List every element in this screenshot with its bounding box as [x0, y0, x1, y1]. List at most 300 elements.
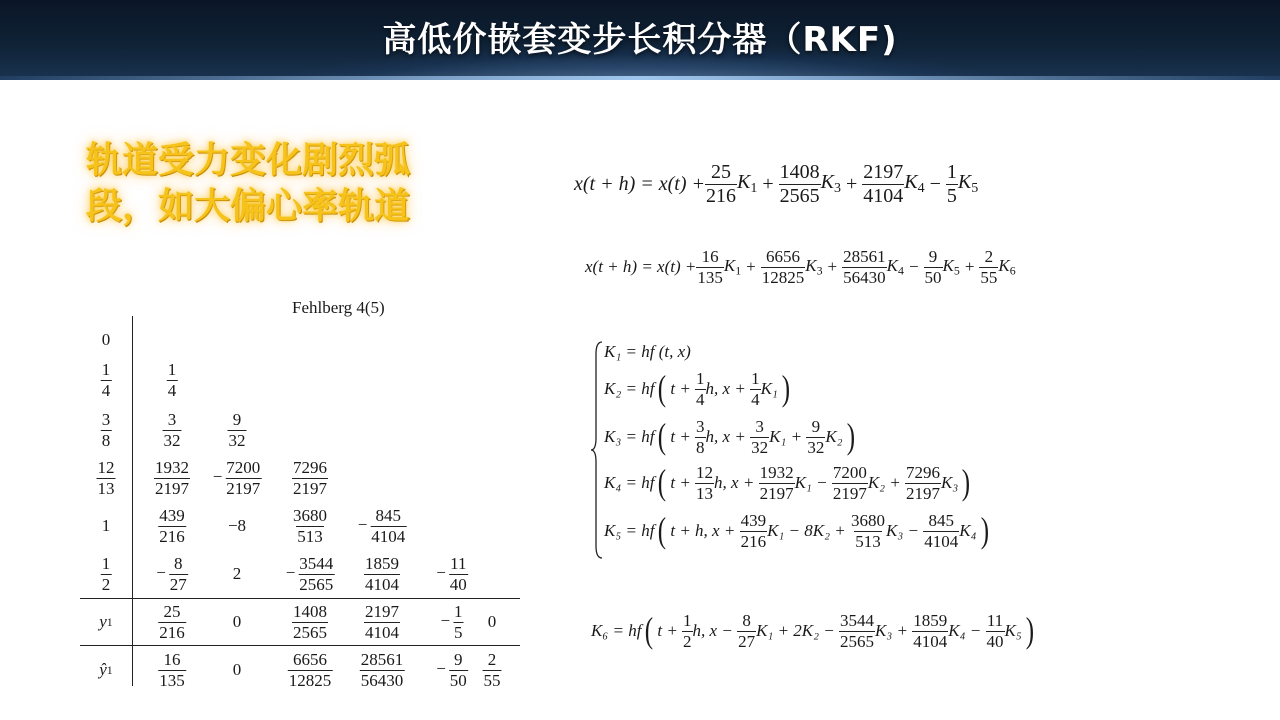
denominator: 32: [228, 430, 246, 450]
tableau-a-2-1: [228, 406, 247, 454]
tableau-entry: [213, 459, 262, 498]
fraction: [695, 370, 706, 409]
fraction: [364, 603, 400, 642]
numerator: 11: [450, 553, 467, 573]
k-term: [904, 171, 924, 197]
paren: (: [645, 610, 654, 651]
yhat-weight-3: [360, 646, 405, 694]
numerator: 7296: [293, 457, 327, 477]
math-text: h, x −: [692, 621, 738, 641]
k-symbol: K: [998, 256, 1010, 276]
k-subscript: 1: [735, 263, 742, 278]
tableau-entry: [286, 555, 335, 594]
fraction: [806, 418, 825, 457]
tableau-a-3-1: [213, 454, 262, 502]
fraction: [292, 507, 328, 546]
fraction: [740, 512, 768, 551]
tableau-entry: [158, 507, 186, 546]
y1-weight-1: [233, 598, 242, 646]
operator: +: [964, 257, 975, 277]
numerator: 28561: [843, 247, 886, 266]
denominator: 4104: [365, 622, 399, 642]
yhat-weight-4: [436, 646, 468, 694]
math-text: K₁ = hf (t, x): [604, 342, 691, 361]
denominator: 56430: [843, 267, 886, 287]
denominator: 56430: [360, 670, 404, 690]
minus-sign: −: [285, 562, 296, 582]
fraction: [225, 459, 261, 498]
fraction: [483, 651, 502, 690]
header-glow: [0, 76, 1280, 80]
paren: (: [658, 416, 667, 457]
paren: ): [980, 510, 989, 551]
tableau-entry: [292, 459, 328, 498]
left-brace-icon: [590, 340, 604, 560]
denominator: 2565: [293, 622, 327, 642]
numerator: 1932: [155, 457, 189, 477]
fraction: [228, 411, 247, 450]
numerator: 7296: [906, 463, 941, 482]
fraction: [924, 248, 943, 287]
numerator: 11: [986, 611, 1004, 630]
fraction: [158, 651, 186, 690]
paren: ): [781, 368, 790, 409]
fraction: [979, 248, 998, 287]
minus-sign: −: [357, 514, 368, 534]
fraction: [101, 555, 112, 594]
operator: +: [762, 173, 774, 195]
k-symbol: K: [805, 256, 817, 276]
yhat-label: [99, 646, 113, 694]
denominator: 4: [696, 389, 705, 409]
denominator: 2197: [906, 483, 941, 503]
numerator: 12: [696, 463, 714, 482]
yhat-symbol: ŷ: [99, 660, 107, 679]
math-text: K₄ −: [948, 621, 986, 641]
k-symbol: K: [886, 256, 898, 276]
paren: (: [658, 510, 667, 551]
numerator: 2: [487, 649, 497, 669]
paren: ): [1025, 610, 1034, 651]
numerator: 1: [946, 161, 957, 183]
k-subscript: 5: [971, 181, 979, 197]
numerator: 1: [751, 369, 760, 388]
k-subscript: 3: [833, 181, 841, 197]
math-text: K₁ +: [769, 427, 807, 447]
denominator: 4: [167, 380, 177, 400]
k-symbol: K: [942, 256, 954, 276]
denominator: 2197: [155, 478, 189, 498]
numerator: 1859: [913, 611, 948, 630]
formula-lhs: x(t + h) = x(t) +: [585, 257, 697, 277]
highlight-note-line-2: 段，如大偏心率轨道: [86, 186, 411, 227]
fraction: [154, 459, 190, 498]
operator: +: [746, 257, 756, 277]
tableau-entry: [440, 603, 463, 642]
formula-order5: [585, 248, 1016, 287]
math-text: t +: [657, 621, 683, 641]
tableau-entry: [358, 507, 407, 546]
denominator: 216: [706, 185, 736, 207]
tableau-c-4: 1: [101, 516, 111, 535]
fraction: [761, 248, 806, 287]
denominator: 55: [980, 267, 998, 287]
k-term: [724, 256, 741, 279]
tableau-entry: 2: [232, 564, 242, 583]
y1-weight-2: [292, 598, 328, 646]
k-term: [821, 171, 841, 197]
y1-weight-4: [440, 598, 463, 646]
tableau-c-1: [101, 356, 112, 404]
denominator: 4104: [913, 631, 948, 651]
fraction: [292, 459, 328, 498]
numerator: 3680: [293, 505, 327, 525]
numerator: 1: [167, 359, 177, 379]
fraction: [779, 162, 821, 207]
k-subscript: 5: [953, 263, 960, 278]
numerator: 8: [742, 611, 751, 630]
fraction: [759, 464, 795, 503]
operator: +: [845, 173, 858, 195]
math-text: K₃ +: [875, 621, 913, 641]
math-text: K₄ = hf: [604, 473, 655, 493]
math-text: K₂ = hf: [604, 379, 655, 399]
tableau-a-3-2: [292, 454, 328, 502]
k-symbol: K: [904, 171, 918, 194]
denominator: 2197: [759, 483, 794, 503]
tableau-entry: [158, 651, 186, 690]
k-subscript: 4: [917, 181, 925, 197]
tableau-entry: [483, 651, 502, 690]
fraction: [839, 612, 875, 651]
tableau-entry: [156, 555, 188, 594]
header-banner: [0, 0, 1280, 80]
stage-k6: [591, 612, 1038, 651]
tableau-entry: [167, 361, 178, 400]
fraction: [364, 555, 400, 594]
denominator: 27: [169, 574, 187, 594]
tableau-entry: [436, 651, 468, 690]
fraction: [370, 507, 406, 546]
tableau-entry: 0: [232, 660, 242, 679]
paren: (: [658, 462, 667, 503]
math-text: K₂: [825, 427, 843, 447]
tableau-a-5-4: [436, 550, 468, 598]
denominator: 2565: [299, 574, 334, 594]
stage-k3: [604, 418, 858, 457]
y1-weight-5: [488, 598, 497, 646]
math-text: K₆ = hf: [591, 621, 642, 641]
fraction: [695, 464, 714, 503]
numerator: 3680: [851, 511, 886, 530]
denominator: 40: [449, 574, 467, 594]
fraction: [750, 418, 769, 457]
fraction: [292, 603, 328, 642]
denominator: 32: [751, 437, 769, 457]
k-term: [958, 171, 978, 197]
k-subscript: 3: [816, 263, 823, 278]
numerator: 3544: [299, 553, 334, 573]
math-text: K₃ = hf: [604, 427, 655, 447]
denominator: 50: [924, 267, 942, 287]
denominator: 513: [297, 526, 323, 546]
denominator: 135: [697, 267, 723, 287]
y1-symbol: y: [99, 612, 107, 631]
numerator: 1: [683, 611, 692, 630]
k-term: [887, 256, 904, 279]
math-text: K₁ − 8K₂ +: [767, 521, 851, 541]
denominator: 4104: [371, 526, 406, 546]
stage-k1: [604, 342, 691, 362]
numerator: 439: [740, 511, 767, 530]
numerator: 16: [163, 649, 181, 669]
fraction: [163, 411, 182, 450]
fraction: [169, 555, 188, 594]
denominator: 13: [97, 478, 115, 498]
math-text: t +: [670, 473, 696, 493]
fraction: [101, 361, 112, 400]
math-text: h, x +: [705, 427, 751, 447]
denominator: 2197: [226, 478, 261, 498]
math-text: K₅: [1004, 621, 1022, 641]
numerator: 7200: [832, 463, 867, 482]
paren: ): [962, 462, 971, 503]
numerator: 1: [454, 601, 463, 621]
numerator: 6656: [766, 247, 800, 266]
math-text: t +: [670, 379, 696, 399]
k-subscript: 1: [750, 181, 758, 197]
fraction: [842, 248, 887, 287]
math-text: K₄: [959, 521, 977, 541]
numerator: 1408: [293, 601, 327, 621]
tableau-entry: 0: [487, 612, 497, 631]
fraction: [923, 512, 959, 551]
fraction: [101, 411, 112, 450]
tableau-entry: [158, 603, 186, 642]
denominator: 2197: [293, 478, 327, 498]
denominator: 13: [696, 483, 714, 503]
yhat-weight-5: [483, 646, 502, 694]
fraction: [912, 612, 948, 651]
denominator: 32: [163, 430, 181, 450]
yhat-subscript: 1: [106, 662, 113, 677]
denominator: 135: [159, 670, 185, 690]
numerator: 7200: [226, 457, 261, 477]
numerator: 2197: [365, 601, 399, 621]
tableau-a-4-3: [358, 502, 407, 550]
tableau-caption: Fehlberg 4(5): [292, 298, 385, 317]
paren: ): [846, 416, 855, 457]
math-text: K₁: [760, 379, 778, 399]
stage-k4: [604, 464, 974, 503]
highlight-note: [86, 138, 446, 230]
tableau-a-4-1: [228, 502, 246, 550]
tableau-entry: [228, 411, 247, 450]
y1-weight-3: [364, 598, 400, 646]
numerator: 8: [174, 553, 183, 573]
tableau-a-4-0: [158, 502, 186, 550]
tableau-entry: [163, 411, 182, 450]
fraction: [705, 162, 737, 207]
operator: −: [929, 173, 941, 195]
k-symbol: K: [820, 171, 834, 194]
denominator: 12825: [288, 670, 332, 690]
numerator: 3: [696, 417, 705, 436]
fraction: [832, 464, 868, 503]
fraction: [695, 418, 706, 457]
fraction: [850, 512, 886, 551]
y1-weight-0: [158, 598, 186, 646]
numerator: 3544: [840, 611, 875, 630]
numerator: 1408: [779, 161, 820, 183]
formula-order4: [574, 162, 978, 207]
denominator: 8: [696, 437, 705, 457]
numerator: 9: [811, 417, 821, 436]
denominator: 216: [159, 526, 185, 546]
numerator: 9: [454, 649, 463, 669]
denominator: 50: [449, 670, 467, 690]
minus-sign: −: [436, 562, 446, 582]
tableau-a-5-0: [156, 550, 188, 598]
denominator: 216: [159, 622, 185, 642]
y1-label: [99, 598, 113, 646]
tableau-entry: 0: [232, 612, 242, 631]
denominator: 55: [483, 670, 501, 690]
tableau-entry: [364, 603, 400, 642]
k-term: [998, 256, 1015, 279]
tableau-vertical-rule: [132, 316, 133, 686]
numerator: 1: [101, 553, 111, 573]
fraction: [862, 162, 904, 207]
numerator: 3: [101, 409, 111, 429]
denominator: 40: [986, 631, 1004, 651]
numerator: 25: [711, 161, 731, 183]
yhat-weight-1: [233, 646, 242, 694]
numerator: 9: [232, 409, 242, 429]
k-subscript: 6: [1009, 263, 1016, 278]
fraction: [682, 612, 693, 651]
numerator: 3: [755, 417, 764, 436]
denominator: 513: [855, 531, 881, 551]
fraction: [453, 603, 464, 642]
fraction: [449, 555, 468, 594]
tableau-a-5-1: [233, 550, 242, 598]
tableau-entry: [154, 459, 190, 498]
operator: +: [827, 257, 838, 277]
tableau-a-4-2: [292, 502, 328, 550]
math-text: K₅ = hf: [604, 521, 655, 541]
minus-sign: −: [212, 466, 223, 486]
tableau-entry: [292, 603, 328, 642]
k-term: [737, 171, 757, 197]
denominator: 4104: [365, 574, 399, 594]
fraction: [449, 651, 468, 690]
tableau-entry: [360, 651, 405, 690]
numerator: 2: [984, 247, 994, 266]
numerator: 1: [101, 359, 111, 379]
fraction: [750, 370, 761, 409]
math-text: t + h, x +: [670, 521, 740, 541]
denominator: 2197: [832, 483, 867, 503]
numerator: 845: [375, 505, 402, 525]
numerator: 16: [701, 247, 719, 266]
denominator: 5: [454, 622, 463, 642]
numerator: 25: [163, 601, 181, 621]
numerator: 1: [696, 369, 705, 388]
numerator: 1932: [759, 463, 794, 482]
fraction: [298, 555, 334, 594]
fraction: [946, 162, 958, 207]
fraction: [288, 651, 333, 690]
tableau-entry: [292, 507, 328, 546]
k-subscript: 4: [897, 263, 904, 278]
math-text: K₃: [941, 473, 959, 493]
tableau-entry: [364, 555, 400, 594]
numerator: 9: [928, 247, 938, 266]
math-text: K₃ −: [886, 521, 924, 541]
minus-sign: −: [156, 562, 166, 582]
k-symbol: K: [957, 171, 972, 194]
k-term: [805, 256, 822, 279]
tableau-a-3-0: [154, 454, 190, 502]
fraction: [97, 459, 116, 498]
y1-subscript: 1: [106, 614, 113, 629]
numerator: 2197: [863, 161, 904, 183]
math-text: K₁ −: [794, 473, 832, 493]
tableau-a-5-2: [286, 550, 335, 598]
fraction: [158, 507, 186, 546]
paren: (: [658, 368, 667, 409]
denominator: 2: [101, 574, 111, 594]
stage-k5: [604, 512, 992, 551]
fraction: [360, 651, 405, 690]
numerator: 28561: [360, 649, 404, 669]
yhat-weight-0: [158, 646, 186, 694]
fraction: [696, 248, 724, 287]
stage-k2: [604, 370, 794, 409]
tableau-a-2-0: [163, 406, 182, 454]
operator: −: [908, 257, 919, 277]
tableau-a-1-0: [167, 356, 178, 404]
tableau-entry: [436, 555, 468, 594]
numerator: 12: [97, 457, 115, 477]
denominator: 4: [751, 389, 760, 409]
denominator: 4: [101, 380, 111, 400]
denominator: 32: [807, 437, 825, 457]
tableau-c-5: [101, 550, 112, 598]
yhat-weight-2: [288, 646, 333, 694]
tableau-entry: [288, 651, 333, 690]
denominator: 12825: [761, 267, 805, 287]
stage-equations: [590, 340, 1110, 560]
math-text: h, x +: [705, 379, 751, 399]
numerator: 6656: [293, 649, 327, 669]
denominator: 2565: [779, 185, 820, 207]
k-symbol: K: [723, 256, 736, 276]
numerator: 1859: [365, 553, 399, 573]
math-text: K₂ +: [867, 473, 906, 493]
denominator: 8: [101, 430, 111, 450]
numerator: 845: [928, 511, 954, 530]
denominator: 2565: [840, 631, 875, 651]
fraction: [737, 612, 756, 651]
denominator: 216: [740, 531, 767, 551]
tableau-c-3: [97, 454, 116, 502]
denominator: 5: [946, 185, 957, 207]
fraction: [905, 464, 941, 503]
k-symbol: K: [737, 171, 751, 194]
tableau-c-2: [101, 406, 112, 454]
